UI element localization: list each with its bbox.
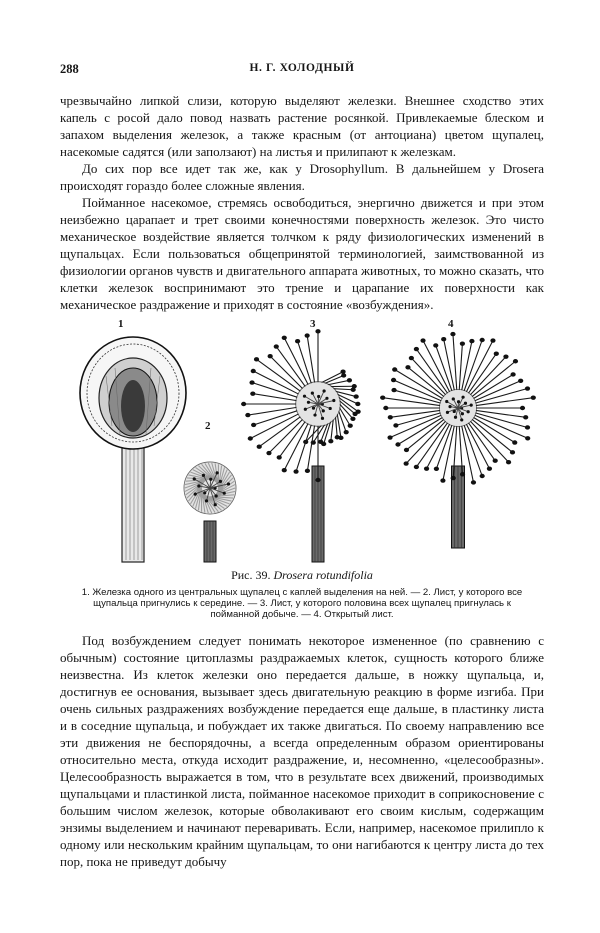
leaf-open-drawing (380, 332, 536, 548)
leaf-closed-drawing (184, 462, 236, 562)
figure-label-2: 2 (205, 420, 211, 432)
caption-prefix: Рис. 39. (231, 568, 271, 582)
paragraph: До сих пор все идет так же, как у Drosophyllum. В дальнейшем у Drosera происходят гораздо более сложные явления. (60, 161, 544, 193)
running-title: Н. Г. ХОЛОДНЫЙ (249, 62, 355, 74)
page-number: 288 (60, 62, 79, 76)
paragraph: Пойманное насекомое, стремясь освободиться, энергично движется и при этом неизбежно царапает и трет своими конечностями поверхность железок. Это чисто механическое воздействие является толчком к ряду физиологических изменений в щупальцах. Если пользоваться общепринятой терминологией, заимствованной из физиологии органов чувств и двигательного аппарата животных, то можно сказать, что клетки железок воспринимают это трение и царапание их поверхности как механическое раздражение и приходят в состояние «возбуждения». (60, 195, 544, 312)
page-header (60, 62, 544, 78)
leaf-half-closed-drawing (241, 329, 361, 562)
caption-species: Drosera rotundifolia (273, 568, 373, 582)
figure-label-1: 1 (118, 318, 124, 330)
figure-drosera (60, 316, 544, 568)
figure-caption-body: 1. Железка одного из центральных щупалец с каплей выделения на ней. — 2. Лист, у которого все щупальца пригнулись к середине. — 3. Лист, у которого половина всех щупалец пригнулась к пойманной добыче. — 4. Открытый лист. (81, 587, 523, 620)
paragraph: Под возбуждением следует понимать некоторое измененное (по сравнению с обычным) состояние цитоплазмы раздражаемых клеток, сущность которого ближе неизвестна. Из клеток железки оно передается дальше, в ножку щупальца, и, достигнув ее основания, вызывает здесь двигательную реакцию в форме изгиба. При очень сильных раздражениях возбуждение передается еще дальше, в пластинку листа и в соседние щупальца, и побуждает их также двигаться. По своему направлению все эти движения не беспорядочны, а всегда определенным образом ориентированы относительно места, откуда исходит раздражение, и, несомненно, «целесообразны». Целесообразность выражается в том, что в результате всех движений, производимых щупальцами и пластинкой листа, пойманное насекомое приходит в соприкосновение с большим числом железок, которые обволакивают его своим кислым, содержащим энзимы выделением и начинают переваривать. Если, например, насекомое прилипло к одному или нескольким крайним щупальцам, то они нагибаются к центру листа до тех пор, пока не приведут добычу (60, 633, 544, 869)
figure-caption-title (60, 568, 544, 583)
body-text-top (60, 92, 544, 313)
figure-label-4: 4 (448, 318, 454, 330)
gland-drawing (80, 337, 186, 562)
figure-label-3: 3 (310, 318, 316, 330)
drosera-illustration (60, 316, 544, 568)
paragraph: чрезвычайно липкой слизи, которую выделяют железки. Внешнее сходство этих капель с росой дало повод назвать растение росянкой. Привлекаемые блеском и запахом выделения железок, а также красным (от антоциана) цветом щупалец, насекомые садятся (или заползают) на листья и прилипают к железкам. (60, 93, 544, 159)
body-text-bottom (60, 632, 544, 870)
